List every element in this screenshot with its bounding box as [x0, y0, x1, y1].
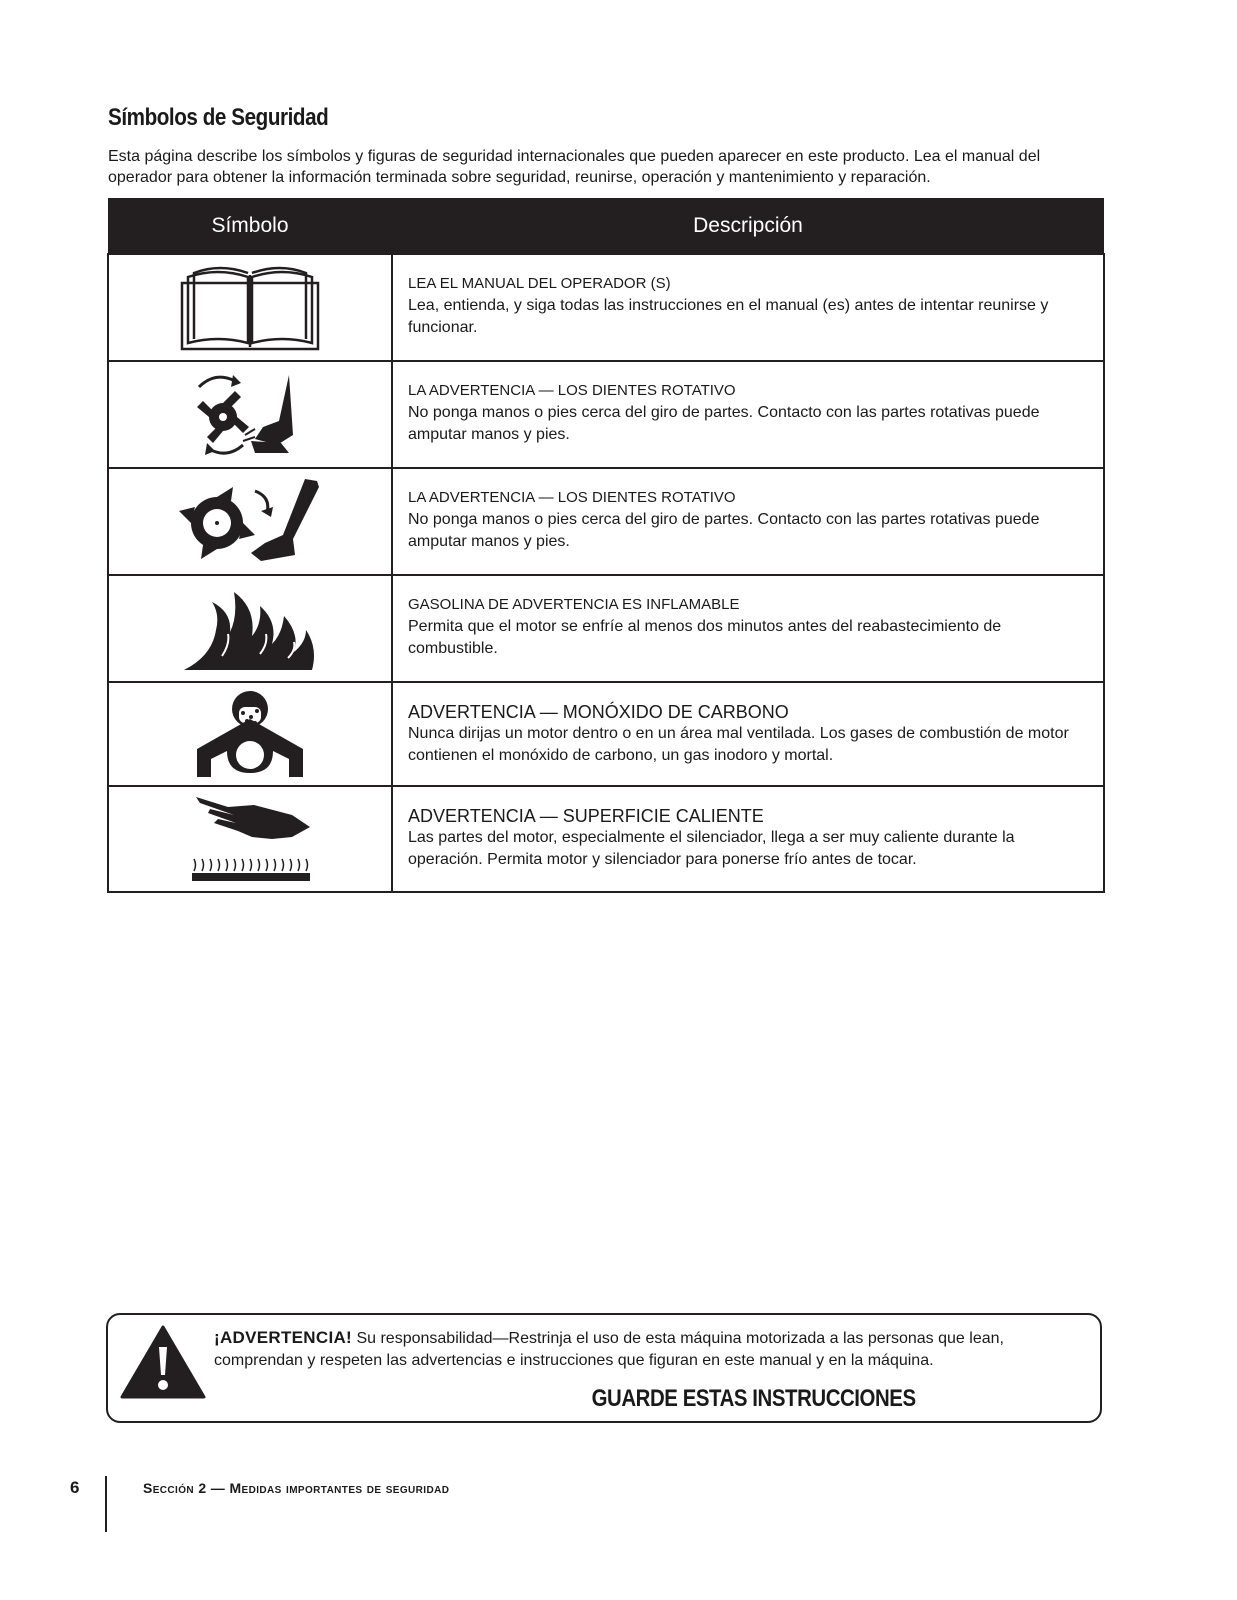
column-header-description: Descripción [392, 198, 1104, 254]
symbol-cell [108, 468, 392, 575]
row-title: ADVERTENCIA — SUPERFICIE CALIENTE [408, 806, 764, 826]
intro-paragraph: Esta página describe los símbolos y figuras de seguridad internacionales que pueden aparecer en este producto. Lea el manual del operador para obtener la información terminada sobre seguridad, reunirse, operación y mantenimiento y reparación. [108, 148, 1041, 186]
warning-label: ¡ADVERTENCIA! [214, 1328, 353, 1347]
row-title: ADVERTENCIA — MONÓXIDO DE CARBONO [408, 702, 789, 722]
footer-divider [105, 1476, 107, 1532]
symbol-cell [108, 254, 392, 361]
carbon-monoxide-icon [193, 689, 307, 779]
row-text: No ponga manos o pies cerca del giro de partes. Contacto con las partes rotativas puede amputar manos y pies. [408, 511, 1040, 550]
description-cell [392, 468, 1104, 575]
table-row [108, 468, 1104, 575]
table-row [108, 575, 1104, 682]
warning-text [214, 1327, 1084, 1372]
row-title: GASOLINA DE ADVERTENCIA ES INFLAMABLE [408, 596, 740, 613]
description-cell [392, 575, 1104, 682]
safety-symbols-table [107, 198, 1105, 893]
symbol-cell [108, 682, 392, 786]
row-text: Lea, entienda, y siga todas las instrucciones en el manual (es) antes de intentar reunirse y funcionar. [408, 297, 1049, 336]
table-header-row [108, 198, 1104, 254]
warning-box [106, 1313, 1102, 1423]
row-title: LA ADVERTENCIA — LOS DIENTES ROTATIVO [408, 382, 736, 399]
hot-surface-hand-icon [188, 793, 312, 885]
book-icon [180, 263, 320, 353]
rotating-blade-foot-icon [175, 477, 325, 567]
symbol-cell [108, 361, 392, 468]
column-header-symbol: Símbolo [108, 198, 392, 254]
table-row [108, 682, 1104, 786]
symbol-cell [108, 575, 392, 682]
description-cell [392, 682, 1104, 786]
section-title: Sección 2 — Medidas importantes de seguridad [143, 1480, 450, 1496]
warning-body: Su responsabilidad—Restrinja el uso de esta máquina motorizada a las personas que lean, comprendan y respeten las advertencias e instrucciones que figuran en este manual y en la máquina. [214, 1330, 1004, 1369]
description-cell [392, 361, 1104, 468]
row-text: No ponga manos o pies cerca del giro de partes. Contacto con las partes rotativas puede amputar manos y pies. [408, 404, 1040, 443]
save-instructions-text: GUARDE ESTAS INSTRUCCIONES [591, 1385, 917, 1412]
description-cell [392, 786, 1104, 892]
rotating-tines-foot-icon [185, 369, 315, 461]
row-title: LA ADVERTENCIA — LOS DIENTES ROTATIVO [408, 489, 736, 506]
page-number: 6 [70, 1478, 80, 1497]
row-title: LEA EL MANUAL DEL OPERADOR (S) [408, 275, 671, 292]
row-text: Las partes del motor, especialmente el silenciador, llega a ser muy caliente durante la operación. Permita motor y silenciador para ponerse frío antes de tocar. [408, 829, 1015, 868]
table-row [108, 254, 1104, 361]
row-text: Permita que el motor se enfríe al menos dos minutos antes del reabastecimiento de combustible. [408, 618, 1002, 657]
table-row [108, 786, 1104, 892]
description-cell [392, 254, 1104, 361]
row-text: Nunca dirijas un motor dentro o en un área mal ventilada. Los gases de combustión de motor contienen el monóxido de carbono, un gas inodoro y mortal. [408, 725, 1069, 764]
symbol-cell [108, 786, 392, 892]
page-title: Símbolos de Seguridad [108, 104, 329, 131]
flame-icon [182, 586, 318, 672]
save-instructions [108, 1385, 1100, 1413]
table-row [108, 361, 1104, 468]
